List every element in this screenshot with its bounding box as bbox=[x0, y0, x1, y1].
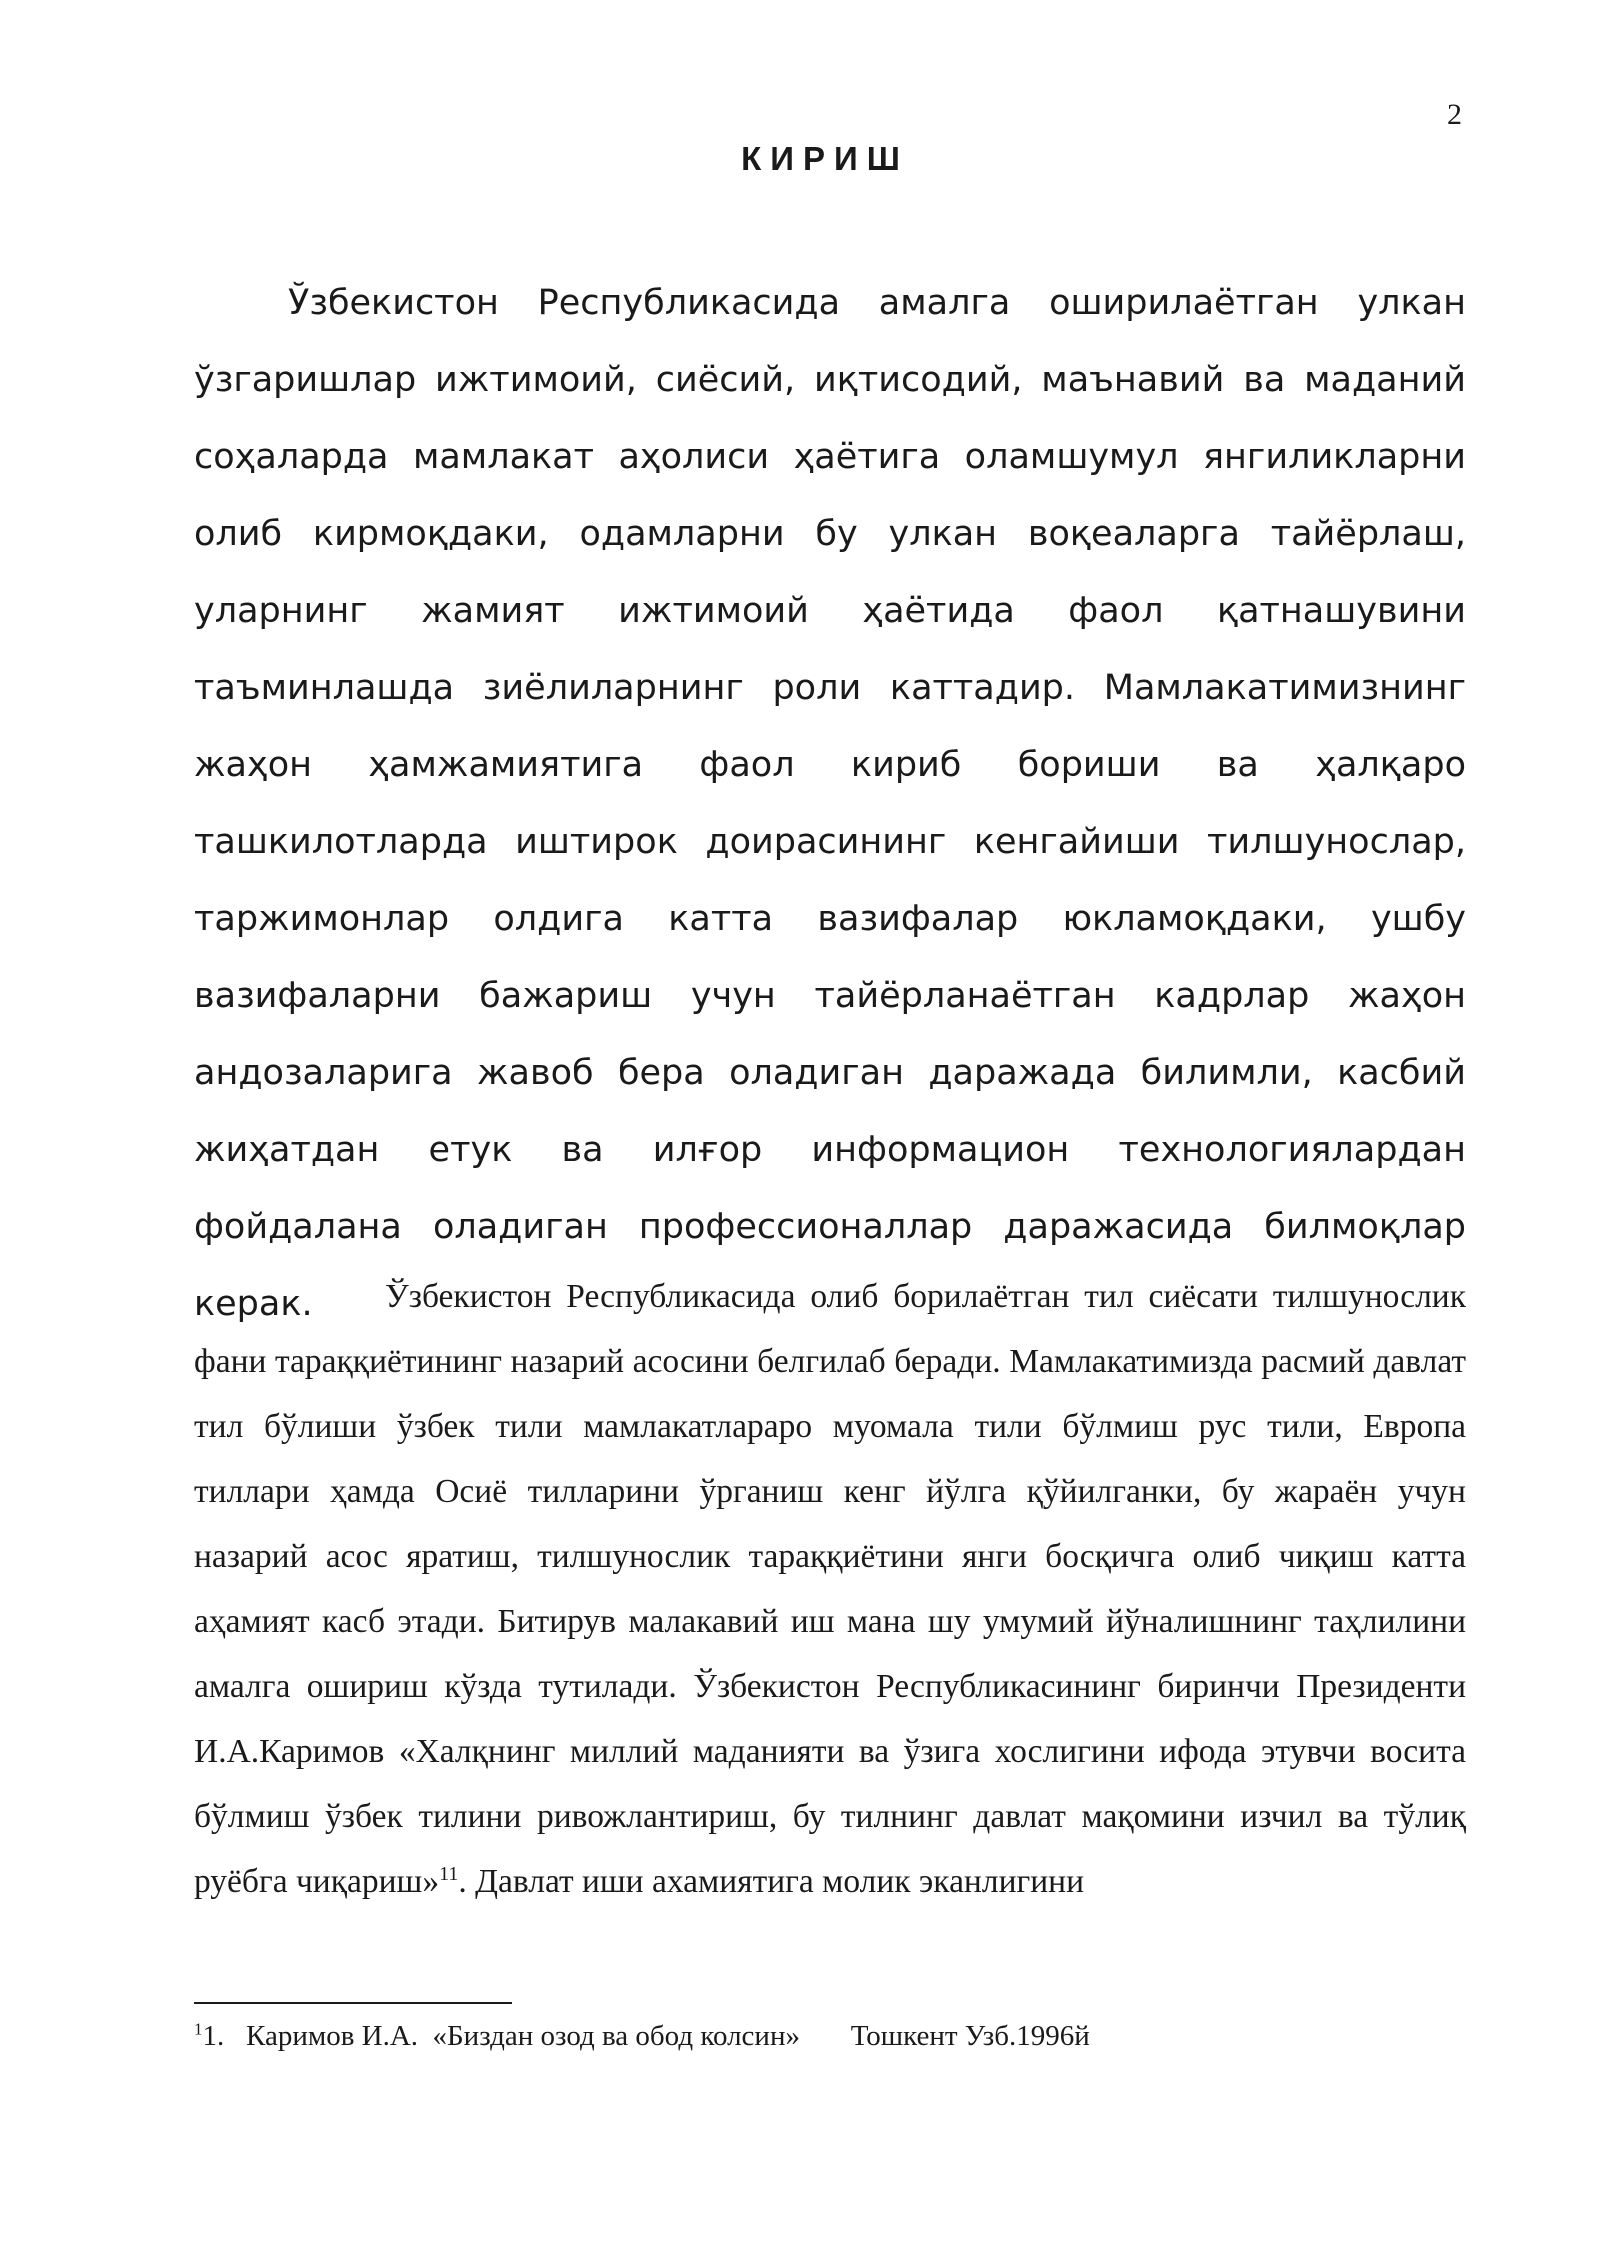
body-paragraph-tail: . Давлат иши ахамиятига молик эканлигини bbox=[458, 1863, 1085, 1900]
footnote-reference[interactable]: 11 bbox=[439, 1862, 459, 1885]
body-paragraph-text: Ўзбекистон Республикасида олиб борилаётган тил сиёсати тилшунослик фани тараққиётининг назарий асосини белгилаб беради. Мамлакатимизда расмий давлат тил бўлиши ўзбек тили мамлакатлараро муомала тили бўлмиш рус тили, Европа тиллари ҳамда Осиё тилларини ўрганиш кенг йўлга қўйилганки, бу жараён учун назарий асос яратиш, тилшунослик тараққиётини янги босқичга олиб чиқиш катта аҳамият касб этади. Битирув малакавий иш мана шу умумий йўналишнинг таҳлилини амалга ошириш кўзда тутилади. Ўзбекистон Республикасининг биринчи Президенти И.А.Каримов «Халқнинг миллий маданияти ва ўзига хослигини ифода этувчи восита бўлмиш ўзбек тилини ривожлантириш, бу тилнинг давлат мақомини изчил ва тўлиқ руёбга чиқариш» bbox=[194, 1278, 1466, 1900]
footnote-text: 1. Каримов И.А. «Биздан озод ва обод колсин» Тошкент Узб.1996й bbox=[202, 2020, 1090, 2052]
body-paragraph bbox=[194, 1264, 1466, 1914]
page-number: 2 bbox=[1447, 98, 1462, 131]
page-title: КИРИШ bbox=[741, 140, 909, 177]
footnote bbox=[194, 2018, 1466, 2054]
footnote-separator bbox=[194, 2002, 512, 2004]
footnote-marker: 1 bbox=[194, 2019, 203, 2039]
intro-paragraph: Ўзбекистон Республикасида амалга оширилаётган улкан ўзгаришлар ижтимоий, сиёсий, иқтисодий, маънавий ва маданий соҳаларда мамлакат аҳолиси ҳаётига оламшумул янгиликларни олиб кирмоқдаки, одамларни бу улкан воқеаларга тайёрлаш, уларнинг жамият ижтимоий ҳаётида фаол қатнашувини таъминлашда зиёлиларнинг роли каттадир. Мамлакатимизнинг жаҳон ҳамжамиятига фаол кириб бориши ва ҳалқаро ташкилотларда иштирок доирасининг кенгайиши тилшунослар, таржимонлар олдига катта вазифалар юкламоқдаки, ушбу вазифаларни бажариш учун тайёрланаётган кадрлар жаҳон андозаларига жавоб бера оладиган даражада билимли, касбий жиҳатдан етук ва илғор информацион технологиялардан фойдалана оладиган профессионаллар даражасида билмоқлар керак. bbox=[194, 283, 1466, 1324]
